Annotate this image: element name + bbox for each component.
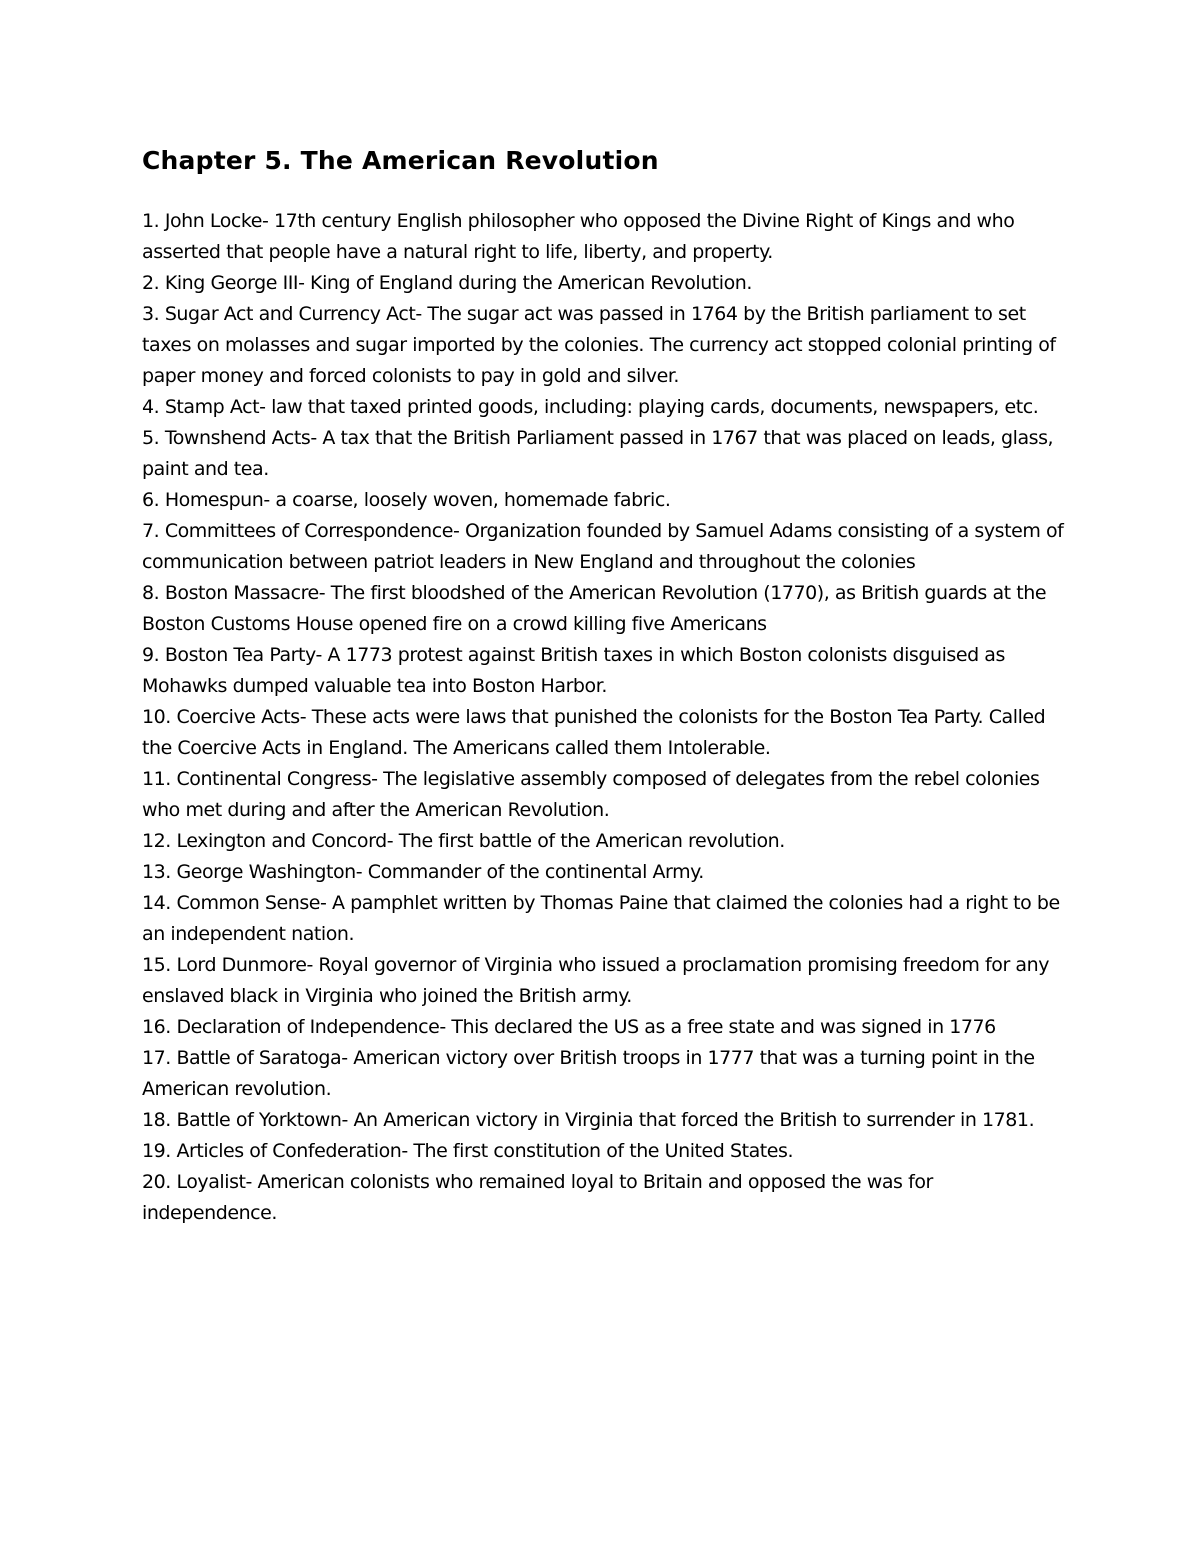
- term-entry: 11. Continental Congress- The legislative assembly composed of delegates from the rebel colonies who met during and after the American Revolution.: [142, 768, 1040, 821]
- page-title: Chapter 5. The American Revolution: [142, 146, 659, 175]
- term-entry: 12. Lexington and Concord- The first battle of the American revolution.: [142, 830, 785, 852]
- term-entry: 13. George Washington- Commander of the continental Army.: [142, 861, 704, 883]
- term-entry: 16. Declaration of Independence- This declared the US as a free state and was signed in 1776: [142, 1016, 996, 1038]
- document-body: [142, 138, 1072, 1229]
- term-entry: 9. Boston Tea Party- A 1773 protest against British taxes in which Boston colonists disguised as Mohawks dumped valuable tea into Boston Harbor.: [142, 644, 1005, 697]
- term-entry: 6. Homespun- a coarse, loosely woven, homemade fabric.: [142, 489, 671, 511]
- term-entry: 4. Stamp Act- law that taxed printed goods, including: playing cards, documents, newspapers, etc.: [142, 396, 1039, 418]
- term-entry: 7. Committees of Correspondence- Organization founded by Samuel Adams consisting of a system of communication between patriot leaders in New England and throughout the colonies: [142, 520, 1064, 573]
- term-entry: 15. Lord Dunmore- Royal governor of Virginia who issued a proclamation promising freedom for any enslaved black in Virginia who joined the British army.: [142, 954, 1050, 1007]
- term-entry: 8. Boston Massacre- The first bloodshed of the American Revolution (1770), as British guards at the Boston Customs House opened fire on a crowd killing five Americans: [142, 582, 1047, 635]
- term-entry: 1. John Locke- 17th century English philosopher who opposed the Divine Right of Kings and who asserted that people have a natural right to life, liberty, and property.: [142, 210, 1015, 263]
- term-list: [142, 206, 1072, 1229]
- term-entry: 20. Loyalist- American colonists who remained loyal to Britain and opposed the was for independence.: [142, 1171, 933, 1224]
- term-entry: 3. Sugar Act and Currency Act- The sugar act was passed in 1764 by the British parliament to set taxes on molasses and sugar imported by the colonies. The currency act stopped colonial printing of paper money and forced colonists to pay in gold and silver.: [142, 303, 1056, 387]
- term-entry: 17. Battle of Saratoga- American victory over British troops in 1777 that was a turning point in the American revolution.: [142, 1047, 1035, 1100]
- term-entry: 2. King George III- King of England during the American Revolution.: [142, 272, 752, 294]
- term-entry: 5. Townshend Acts- A tax that the British Parliament passed in 1767 that was placed on leads, glass, paint and tea.: [142, 427, 1054, 480]
- term-entry: 14. Common Sense- A pamphlet written by Thomas Paine that claimed the colonies had a right to be an independent nation.: [142, 892, 1060, 945]
- term-entry: 18. Battle of Yorktown- An American victory in Virginia that forced the British to surrender in 1781.: [142, 1109, 1035, 1131]
- term-entry: 19. Articles of Confederation- The first constitution of the United States.: [142, 1140, 794, 1162]
- term-entry: 10. Coercive Acts- These acts were laws that punished the colonists for the Boston Tea Party. Called the Coercive Acts in England. The Americans called them Intolerable.: [142, 706, 1046, 759]
